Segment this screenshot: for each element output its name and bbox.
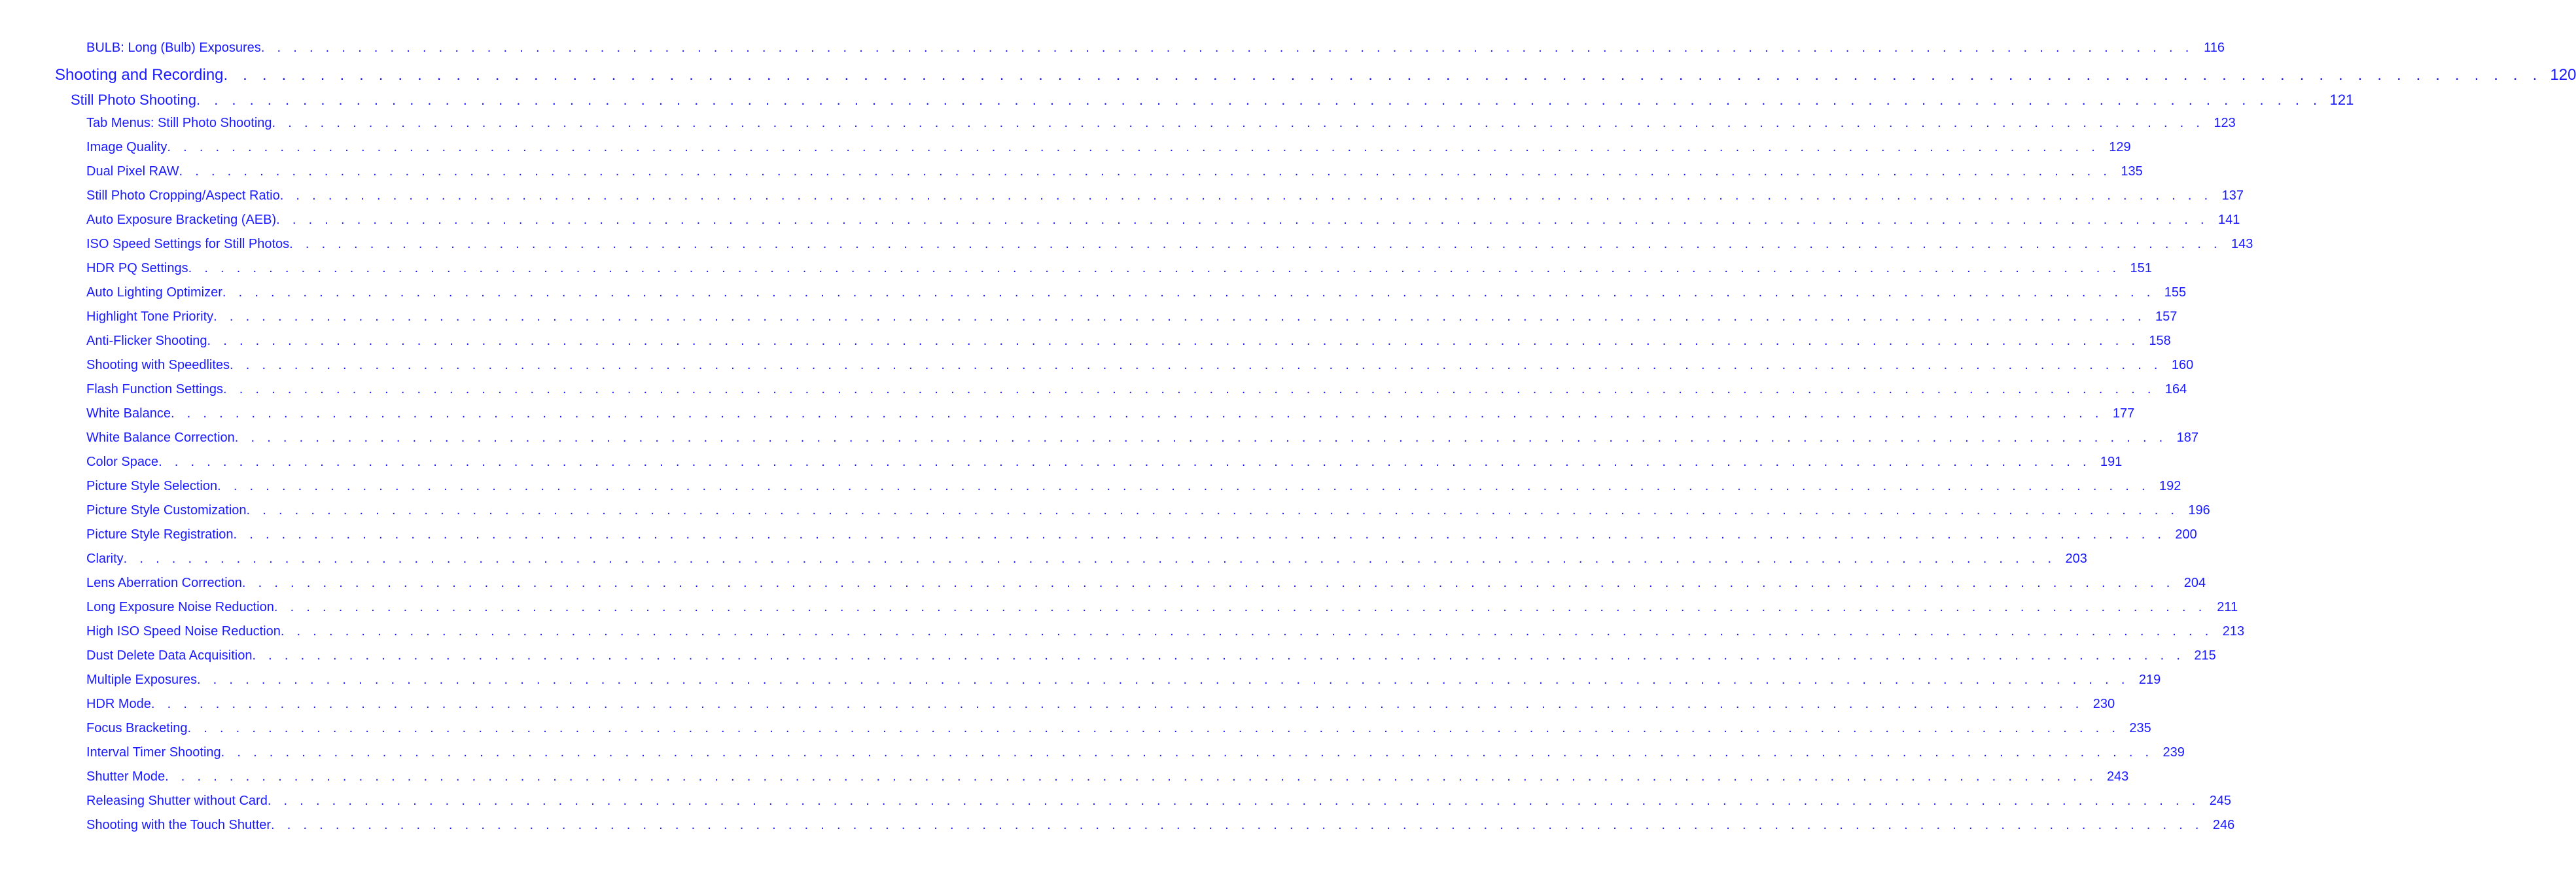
toc-entry-page-number: 192 bbox=[2159, 479, 2181, 493]
toc-entry[interactable] bbox=[86, 794, 2232, 809]
toc-entry-title: Auto Exposure Bracketing (AEB) bbox=[86, 213, 277, 227]
toc-entry-title: Shooting and Recording bbox=[55, 66, 224, 84]
toc-entry-page-number: 158 bbox=[2149, 334, 2171, 348]
dot-leader: . . . . . . . . . . . . . . . . . . . . . . . . . . . . . . . . . . . . . . . . . . . . . . . . . . . . . . . . . . . . . . . . . . . . . . . . . . . . . . . . . . . . . . . . . . . . . . . . . . . . . . . . . . . . . . . . . . . . . . . . bbox=[165, 769, 2098, 784]
toc-entry[interactable] bbox=[86, 479, 2181, 494]
toc-entry-title: Clarity bbox=[86, 552, 124, 566]
toc-entry-title: Picture Style Selection bbox=[86, 479, 218, 493]
toc-entry-page-number: 137 bbox=[2221, 188, 2244, 203]
toc-entry-title: Anti-Flicker Shooting bbox=[86, 334, 207, 348]
toc-entry-page-number: 123 bbox=[2214, 116, 2236, 130]
toc-entry-page-number: 215 bbox=[2194, 648, 2216, 663]
toc-entry-title: Dual Pixel RAW bbox=[86, 164, 179, 179]
dot-leader: . . . . . . . . . . . . . . . . . . . . . . . . . . . . . . . . . . . . . . . . . . . . . . . . . . . . . . . . . . . . . . . . . . . . . . . . . . . . . . . . . . . . . . . . . . . . . . . . . . . . . . . . . . . . . . . . . . . . . . . . bbox=[223, 382, 2156, 396]
toc-entry[interactable] bbox=[86, 285, 2187, 300]
toc-entry[interactable] bbox=[86, 673, 2161, 688]
toc-entry-page-number: 160 bbox=[2171, 358, 2194, 372]
toc-entry[interactable] bbox=[86, 600, 2238, 615]
toc-entry[interactable] bbox=[86, 576, 2206, 591]
dot-leader: . . . . . . . . . . . . . . . . . . . . . . . . . . . . . . . . . . . . . . . . . . . . . . . . . . . . . . . . . . . . . . . . . . . . . . . . . . . . . . . . . . . . . . . . . . . . . . . . . . . . . . . . . . . . . . . . . . . . . . . . bbox=[271, 818, 2204, 832]
toc-entry-title: HDR PQ Settings bbox=[86, 261, 188, 275]
toc-entry-title: Flash Function Settings bbox=[86, 382, 223, 396]
dot-leader: . . . . . . . . . . . . . . . . . . . . . . . . . . . . . . . . . . . . . . . . . . . . . . . . . . . . . . . . . . . . . . . . . . . . . . . . . . . . . . . . . . . . . . . . . . . . . . . . . . . . . . . . . . . . . . . . . . . . . . . . bbox=[279, 188, 2212, 203]
dot-leader: . . . . . . . . . . . . . . . . . . . . . . . . . . . . . . . . . . . . . . . . . . . . . . . . . . . . . . . . . . . . . . . . . . . . . . . . . . . . . . . . . . . . . . . . . . . . . . . . . . . . . . . . . . . . . . . . . . . . . . . . bbox=[223, 66, 2543, 84]
toc-entry[interactable] bbox=[86, 818, 2235, 833]
toc-entry[interactable] bbox=[86, 358, 2194, 373]
toc-entry-title: Long Exposure Noise Reduction bbox=[86, 600, 274, 614]
toc-entry-title: Multiple Exposures bbox=[86, 673, 197, 687]
dot-leader: . . . . . . . . . . . . . . . . . . . . . . . . . . . . . . . . . . . . . . . . . . . . . . . . . . . . . . . . . . . . . . . . . . . . . . . . . . . . . . . . . . . . . . . . . . . . . . . . . . . . . . . . . . . . . . . . . . . . . . . . bbox=[222, 285, 2155, 300]
toc-entry-page-number: 203 bbox=[2065, 552, 2087, 566]
dot-leader: . . . . . . . . . . . . . . . . . . . . . . . . . . . . . . . . . . . . . . . . . . . . . . . . . . . . . . . . . . . . . . . . . . . . . . . . . . . . . . . . . . . . . . . . . . . . . . . . . . . . . . . . . . . . . . . . . . . . . . . . bbox=[252, 648, 2185, 663]
dot-leader: . . . . . . . . . . . . . . . . . . . . . . . . . . . . . . . . . . . . . . . . . . . . . . . . . . . . . . . . . . . . . . . . . . . . . . . . . . . . . . . . . . . . . . . . . . . . . . . . . . . . . . . . . . . . . . . . . . . . . . . . bbox=[196, 673, 2130, 687]
toc-entry-page-number: 141 bbox=[2218, 213, 2240, 227]
toc-entry[interactable] bbox=[86, 624, 2245, 639]
toc-entry-page-number: 230 bbox=[2092, 697, 2115, 711]
dot-leader: . . . . . . . . . . . . . . . . . . . . . . . . . . . . . . . . . . . . . . . . . . . . . . . . . . . . . . . . . . . . . . . . . . . . . . . . . . . . . . . . . . . . . . . . . . . . . . . . . . . . . . . . . . . . . . . . . . . . . . . . bbox=[246, 503, 2179, 518]
toc-entry-page-number: 116 bbox=[2204, 41, 2225, 55]
dot-leader: . . . . . . . . . . . . . . . . . . . . . . . . . . . . . . . . . . . . . . . . . . . . . . . . . . . . . . . . . . . . . . . . . . . . . . . . . . . . . . . . . . . . . . . . . . . . . . . . . . . . . . . . . . . . . . . . . . . . . . . . bbox=[273, 600, 2207, 614]
toc-entry-page-number: 246 bbox=[2212, 818, 2235, 832]
toc-entry-title: Shooting with Speedlites bbox=[86, 358, 230, 372]
toc-entry-page-number: 219 bbox=[2138, 673, 2161, 687]
toc-entry[interactable] bbox=[86, 503, 2210, 518]
dot-leader: . . . . . . . . . . . . . . . . . . . . . . . . . . . . . . . . . . . . . . . . . . . . . . . . . . . . . . . . . . . . . . . . . . . . . . . . . . . . . . . . . . . . . . . . . . . . . . . . . . . . . . . . . . . . . . . . . . . . . . . . bbox=[179, 164, 2111, 179]
toc-entry-title: Dust Delete Data Acquisition bbox=[86, 648, 253, 663]
toc-entry-page-number: 121 bbox=[2329, 92, 2354, 108]
toc-entry-title: High ISO Speed Noise Reduction bbox=[86, 624, 281, 639]
toc-entry[interactable] bbox=[86, 745, 2185, 760]
toc-entry-title: White Balance Correction bbox=[86, 431, 235, 445]
dot-leader: . . . . . . . . . . . . . . . . . . . . . . . . . . . . . . . . . . . . . . . . . . . . . . . . . . . . . . . . . . . . . . . . . . . . . . . . . . . . . . . . . . . . . . . . . . . . . . . . . . . . . . . . . . . . . . . . . . . . . . . . bbox=[260, 41, 2194, 55]
dot-leader: . . . . . . . . . . . . . . . . . . . . . . . . . . . . . . . . . . . . . . . . . . . . . . . . . . . . . . . . . . . . . . . . . . . . . . . . . . . . . . . . . . . . . . . . . . . . . . . . . . . . . . . . . . . . . . . . . . . . . . . . bbox=[272, 116, 2204, 130]
toc-entry-title: Still Photo Cropping/Aspect Ratio bbox=[86, 188, 280, 203]
toc-entry-page-number: 213 bbox=[2222, 624, 2245, 639]
toc-entry-page-number: 135 bbox=[2121, 164, 2143, 179]
toc-entry[interactable] bbox=[86, 552, 2087, 567]
dot-leader: . . . . . . . . . . . . . . . . . . . . . . . . . . . . . . . . . . . . . . . . . . . . . . . . . . . . . . . . . . . . . . . . . . . . . . . . . . . . . . . . . . . . . . . . . . . . . . . . . . . . . . . . . . . . . . . . . . . . . . . . bbox=[150, 697, 2084, 711]
toc-entry-page-number: 164 bbox=[2164, 382, 2187, 396]
toc-entry-title: Releasing Shutter without Card bbox=[86, 794, 268, 808]
toc-entry[interactable] bbox=[86, 213, 2240, 228]
toc-entry-page-number: 151 bbox=[2130, 261, 2152, 275]
toc-entry[interactable] bbox=[86, 648, 2216, 663]
toc-entry-title: Shutter Mode bbox=[86, 769, 166, 784]
toc-entry[interactable] bbox=[86, 431, 2199, 446]
dot-leader: . . . . . . . . . . . . . . . . . . . . . . . . . . . . . . . . . . . . . . . . . . . . . . . . . . . . . . . . . . . . . . . . . . . . . . . . . . . . . . . . . . . . . . . . . . . . . . . . . . . . . . . . . . . . . . . . . . . . . . . . bbox=[241, 576, 2175, 590]
toc-entry[interactable] bbox=[71, 92, 2354, 109]
toc-entry-page-number: 196 bbox=[2188, 503, 2210, 518]
toc-entry-title: Lens Aberration Correction bbox=[86, 576, 242, 590]
toc-entry[interactable] bbox=[86, 697, 2115, 712]
toc-entry-title: Shooting with the Touch Shutter bbox=[86, 818, 272, 832]
toc-entry-title: Image Quality bbox=[86, 140, 168, 154]
toc-entry-title: Interval Timer Shooting bbox=[86, 745, 221, 760]
toc-entry[interactable] bbox=[86, 382, 2187, 397]
toc-entry[interactable] bbox=[86, 188, 2244, 203]
toc-entry-page-number: 155 bbox=[2164, 285, 2187, 300]
dot-leader: . . . . . . . . . . . . . . . . . . . . . . . . . . . . . . . . . . . . . . . . . . . . . . . . . . . . . . . . . . . . . . . . . . . . . . . . . . . . . . . . . . . . . . . . . . . . . . . . . . . . . . . . . . . . . . . . . . . . . . . . bbox=[217, 479, 2150, 493]
toc-entry-page-number: 239 bbox=[2162, 745, 2185, 760]
toc-entry-page-number: 235 bbox=[2129, 721, 2151, 735]
toc-entry-title: Still Photo Shooting bbox=[71, 92, 197, 108]
toc-entry[interactable] bbox=[86, 41, 2225, 56]
toc-entry-title: Picture Style Registration bbox=[86, 527, 234, 542]
dot-leader: . . . . . . . . . . . . . . . . . . . . . . . . . . . . . . . . . . . . . . . . . . . . . . . . . . . . . . . . . . . . . . . . . . . . . . . . . . . . . . . . . . . . . . . . . . . . . . . . . . . . . . . . . . . . . . . . . . . . . . . . bbox=[267, 794, 2200, 808]
toc-entry-page-number: 243 bbox=[2106, 769, 2129, 784]
toc-entry[interactable] bbox=[86, 261, 2152, 276]
toc-entry[interactable] bbox=[86, 769, 2129, 784]
toc-entry[interactable] bbox=[86, 140, 2131, 155]
toc-entry[interactable] bbox=[55, 66, 2576, 84]
dot-leader: . . . . . . . . . . . . . . . . . . . . . . . . . . . . . . . . . . . . . . . . . . . . . . . . . . . . . . . . . . . . . . . . . . . . . . . . . . . . . . . . . . . . . . . . . . . . . . . . . . . . . . . . . . . . . . . . . . . . . . . . bbox=[170, 406, 2104, 421]
dot-leader: . . . . . . . . . . . . . . . . . . . . . . . . . . . . . . . . . . . . . . . . . . . . . . . . . . . . . . . . . . . . . . . . . . . . . . . . . . . . . . . . . . . . . . . . . . . . . . . . . . . . . . . . . . . . . . . . . . . . . . . . bbox=[213, 309, 2146, 324]
toc-entry-page-number: 245 bbox=[2209, 794, 2232, 808]
toc-entry-page-number: 143 bbox=[2231, 237, 2253, 251]
dot-leader: . . . . . . . . . . . . . . . . . . . . . . . . . . . . . . . . . . . . . . . . . . . . . . . . . . . . . . . . . . . . . . . . . . . . . . . . . . . . . . . . . . . . . . . . . . . . . . . . . . . . . . . . . . . . . . . . . . . . . . . . bbox=[280, 624, 2214, 639]
dot-leader: . . . . . . . . . . . . . . . . . . . . . . . . . . . . . . . . . . . . . . . . . . . . . . . . . . . . . . . . . . . . . . . . . . . . . . . . . . . . . . . . . . . . . . . . . . . . . . . . . . . . . . . . . . . . . . . . . . . . . . . . bbox=[187, 721, 2120, 735]
toc-entry-page-number: 200 bbox=[2175, 527, 2197, 542]
toc-entry[interactable] bbox=[86, 164, 2143, 179]
toc-entry[interactable] bbox=[86, 237, 2253, 252]
dot-leader: . . . . . . . . . . . . . . . . . . . . . . . . . . . . . . . . . . . . . . . . . . . . . . . . . . . . . . . . . . . . . . . . . . . . . . . . . . . . . . . . . . . . . . . . . . . . . . . . . . . . . . . . . . . . . . . . . . . . . . . . bbox=[233, 527, 2166, 542]
toc-entry-title: Picture Style Customization bbox=[86, 503, 247, 518]
dot-leader: . . . . . . . . . . . . . . . . . . . . . . . . . . . . . . . . . . . . . . . . . . . . . . . . . . . . . . . . . . . . . . . . . . . . . . . . . . . . . . . . . . . . . . . . . . . . . . . . . . . . . . . . . . . . . . . . . . . . . . . . bbox=[123, 552, 2056, 566]
toc-entry-page-number: 204 bbox=[2183, 576, 2206, 590]
toc-entry-title: ISO Speed Settings for Still Photos bbox=[86, 237, 290, 251]
toc-entry[interactable] bbox=[86, 334, 2171, 349]
toc-entry[interactable] bbox=[86, 527, 2197, 542]
toc-entry-title: Focus Bracketing bbox=[86, 721, 188, 735]
dot-leader: . . . . . . . . . . . . . . . . . . . . . . . . . . . . . . . . . . . . . . . . . . . . . . . . . . . . . . . . . . . . . . . . . . . . . . . . . . . . . . . . . . . . . . . . . . . . . . . . . . . . . . . . . . . . . . . . . . . . . . . . bbox=[276, 213, 2209, 227]
toc-entry-title: Tab Menus: Still Photo Shooting bbox=[86, 116, 272, 130]
dot-leader: . . . . . . . . . . . . . . . . . . . . . . . . . . . . . . . . . . . . . . . . . . . . . . . . . . . . . . . . . . . . . . . . . . . . . . . . . . . . . . . . . . . . . . . . . . . . . . . . . . . . . . . . . . . . . . . . . . . . . . . . bbox=[230, 358, 2162, 372]
toc-entry-page-number: 129 bbox=[2109, 140, 2131, 154]
toc-entry-title: Highlight Tone Priority bbox=[86, 309, 214, 324]
toc-entry-title: Color Space bbox=[86, 455, 159, 469]
dot-leader: . . . . . . . . . . . . . . . . . . . . . . . . . . . . . . . . . . . . . . . . . . . . . . . . . . . . . . . . . . . . . . . . . . . . . . . . . . . . . . . . . . . . . . . . . . . . . . . . . . . . . . . . . . . . . . . . . . . . . . . . bbox=[289, 237, 2222, 251]
dot-leader: . . . . . . . . . . . . . . . . . . . . . . . . . . . . . . . . . . . . . . . . . . . . . . . . . . . . . . . . . . . . . . . . . . . . . . . . . . . . . . . . . . . . . . . . . . . . . . . . . . . . . . . . . . . . . . . . . . . . . . . . bbox=[167, 140, 2100, 154]
toc-entry-title: BULB: Long (Bulb) Exposures bbox=[86, 41, 261, 55]
toc-entry[interactable] bbox=[86, 406, 2135, 421]
toc-entry-page-number: 120 bbox=[2550, 66, 2576, 84]
toc-entry[interactable] bbox=[86, 116, 2236, 131]
dot-leader: . . . . . . . . . . . . . . . . . . . . . . . . . . . . . . . . . . . . . . . . . . . . . . . . . . . . . . . . . . . . . . . . . . . . . . . . . . . . . . . . . . . . . . . . . . . . . . . . . . . . . . . . . . . . . . . . . . . . . . . . bbox=[188, 261, 2121, 275]
toc-entry-title: Auto Lighting Optimizer bbox=[86, 285, 222, 300]
dot-leader: . . . . . . . . . . . . . . . . . . . . . . . . . . . . . . . . . . . . . . . . . . . . . . . . . . . . . . . . . . . . . . . . . . . . . . . . . . . . . . . . . . . . . . . . . . . . . . . . . . . . . . . . . . . . . . . . . . . . . . . . bbox=[221, 745, 2153, 760]
toc-entry-title: HDR Mode bbox=[86, 697, 151, 711]
toc-entry[interactable] bbox=[86, 309, 2178, 325]
dot-leader: . . . . . . . . . . . . . . . . . . . . . . . . . . . . . . . . . . . . . . . . . . . . . . . . . . . . . . . . . . . . . . . . . . . . . . . . . . . . . . . . . . . . . . . . . . . . . . . . . . . . . . . . . . . . . . . . . . . . . . . . bbox=[196, 92, 2322, 108]
toc-entry-page-number: 211 bbox=[2217, 600, 2238, 614]
dot-leader: . . . . . . . . . . . . . . . . . . . . . . . . . . . . . . . . . . . . . . . . . . . . . . . . . . . . . . . . . . . . . . . . . . . . . . . . . . . . . . . . . . . . . . . . . . . . . . . . . . . . . . . . . . . . . . . . . . . . . . . . bbox=[158, 455, 2091, 469]
toc-entry[interactable] bbox=[86, 721, 2151, 736]
toc-entry-page-number: 177 bbox=[2112, 406, 2135, 421]
toc-entry-title: White Balance bbox=[86, 406, 171, 421]
toc-entry-page-number: 157 bbox=[2155, 309, 2178, 324]
dot-leader: . . . . . . . . . . . . . . . . . . . . . . . . . . . . . . . . . . . . . . . . . . . . . . . . . . . . . . . . . . . . . . . . . . . . . . . . . . . . . . . . . . . . . . . . . . . . . . . . . . . . . . . . . . . . . . . . . . . . . . . . bbox=[234, 431, 2168, 445]
toc-entry[interactable] bbox=[86, 455, 2123, 470]
dot-leader: . . . . . . . . . . . . . . . . . . . . . . . . . . . . . . . . . . . . . . . . . . . . . . . . . . . . . . . . . . . . . . . . . . . . . . . . . . . . . . . . . . . . . . . . . . . . . . . . . . . . . . . . . . . . . . . . . . . . . . . . bbox=[207, 334, 2140, 348]
toc-entry-page-number: 187 bbox=[2176, 431, 2199, 445]
toc-entry-page-number: 191 bbox=[2100, 455, 2123, 469]
